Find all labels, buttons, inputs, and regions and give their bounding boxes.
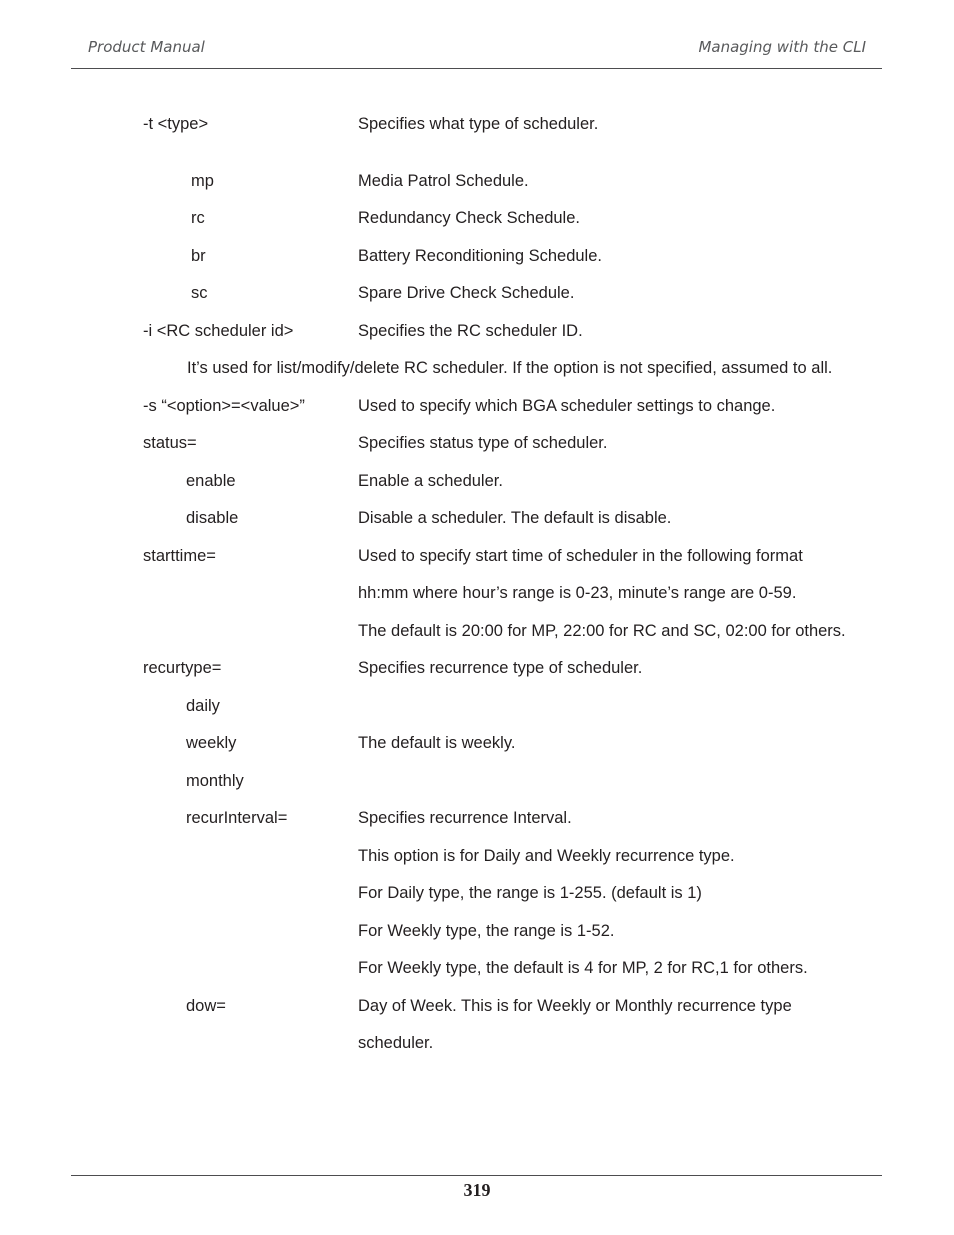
option-row-mp (0, 166, 954, 204)
option-term: recurtype= (143, 659, 222, 677)
option-description: Day of Week. This is for Weekly or Monthly recurrence type (358, 996, 792, 1015)
option-term: mp (191, 171, 214, 190)
option-term: -t <type> (143, 115, 209, 133)
footer-rule (71, 1175, 882, 1176)
option-row-starttime (0, 541, 954, 579)
option-description: Specifies recurrence type of scheduler. (358, 659, 643, 677)
option-row-continuation (0, 953, 954, 991)
option-row-scheduler-id (0, 316, 954, 354)
option-row-continuation (0, 578, 954, 616)
option-row-sc (0, 278, 954, 316)
option-description: The default is 20:00 for MP, 22:00 for RC and SC, 02:00 for others. (358, 621, 846, 640)
option-row-rc (0, 203, 954, 241)
option-row-continuation (0, 616, 954, 654)
option-description: Used to specify which BGA scheduler settings to change. (358, 396, 776, 415)
option-term: monthly (186, 771, 244, 790)
option-row-continuation (0, 841, 954, 879)
option-term: recurInterval= (186, 809, 288, 827)
option-list (0, 109, 954, 1066)
header-title: Product Manual (88, 38, 205, 56)
option-description: Enable a scheduler. (358, 471, 503, 490)
page-number: 319 (463, 1180, 491, 1200)
option-description: Specifies recurrence Interval. (358, 809, 572, 827)
option-description: The default is weekly. (358, 734, 516, 752)
option-row-recurtype (0, 653, 954, 691)
option-term: rc (191, 209, 205, 227)
option-term: sc (191, 284, 208, 302)
option-row-weekly (0, 728, 954, 766)
option-description: Specifies the RC scheduler ID. (358, 321, 583, 340)
option-term: -i <RC scheduler id> (143, 321, 294, 340)
option-description: Media Patrol Schedule. (358, 171, 529, 190)
option-description: For Weekly type, the range is 1-52. (358, 921, 615, 940)
option-row-settings (0, 391, 954, 429)
option-description: Redundancy Check Schedule. (358, 209, 580, 227)
option-term: weekly (186, 734, 237, 752)
option-row-status (0, 428, 954, 466)
option-row-enable (0, 466, 954, 504)
option-description: Specifies what type of scheduler. (358, 115, 599, 133)
option-row-br (0, 241, 954, 279)
option-description: Disable a scheduler. The default is disable. (358, 509, 672, 527)
option-term: enable (186, 471, 236, 490)
option-row-note (0, 353, 954, 391)
option-description: Spare Drive Check Schedule. (358, 284, 575, 302)
option-description: hh:mm where hour’s range is 0-23, minute’s range are 0-59. (358, 584, 797, 602)
option-description: Specifies status type of scheduler. (358, 434, 608, 452)
option-term: disable (186, 509, 239, 527)
option-description: For Weekly type, the default is 4 for MP, 2 for RC,1 for others. (358, 959, 808, 977)
header-rule (71, 68, 882, 69)
option-description: This option is for Daily and Weekly recurrence type. (358, 846, 735, 865)
option-description: For Daily type, the range is 1-255. (default is 1) (358, 884, 702, 902)
option-note: It’s used for list/modify/delete RC scheduler. If the option is not specified, assumed to all. (187, 359, 833, 377)
option-term: br (191, 246, 206, 265)
option-row-continuation (0, 1028, 954, 1066)
option-row-daily (0, 691, 954, 729)
option-description: Used to specify start time of scheduler in the following format (358, 546, 803, 565)
option-term: -s “<option>=<value>” (143, 396, 305, 415)
option-term: dow= (186, 996, 226, 1015)
option-row-type (0, 109, 954, 147)
option-row-continuation (0, 916, 954, 954)
option-description: Battery Reconditioning Schedule. (358, 246, 602, 265)
option-row-monthly (0, 766, 954, 804)
option-row-disable (0, 503, 954, 541)
page-header (88, 38, 866, 62)
option-description: scheduler. (358, 1034, 434, 1052)
option-term: starttime= (143, 546, 216, 565)
option-term: daily (186, 696, 220, 715)
option-row-dow (0, 991, 954, 1029)
header-section: Managing with the CLI (698, 38, 866, 56)
option-row-recurinterval (0, 803, 954, 841)
option-row-continuation (0, 878, 954, 916)
option-term: status= (143, 434, 197, 452)
